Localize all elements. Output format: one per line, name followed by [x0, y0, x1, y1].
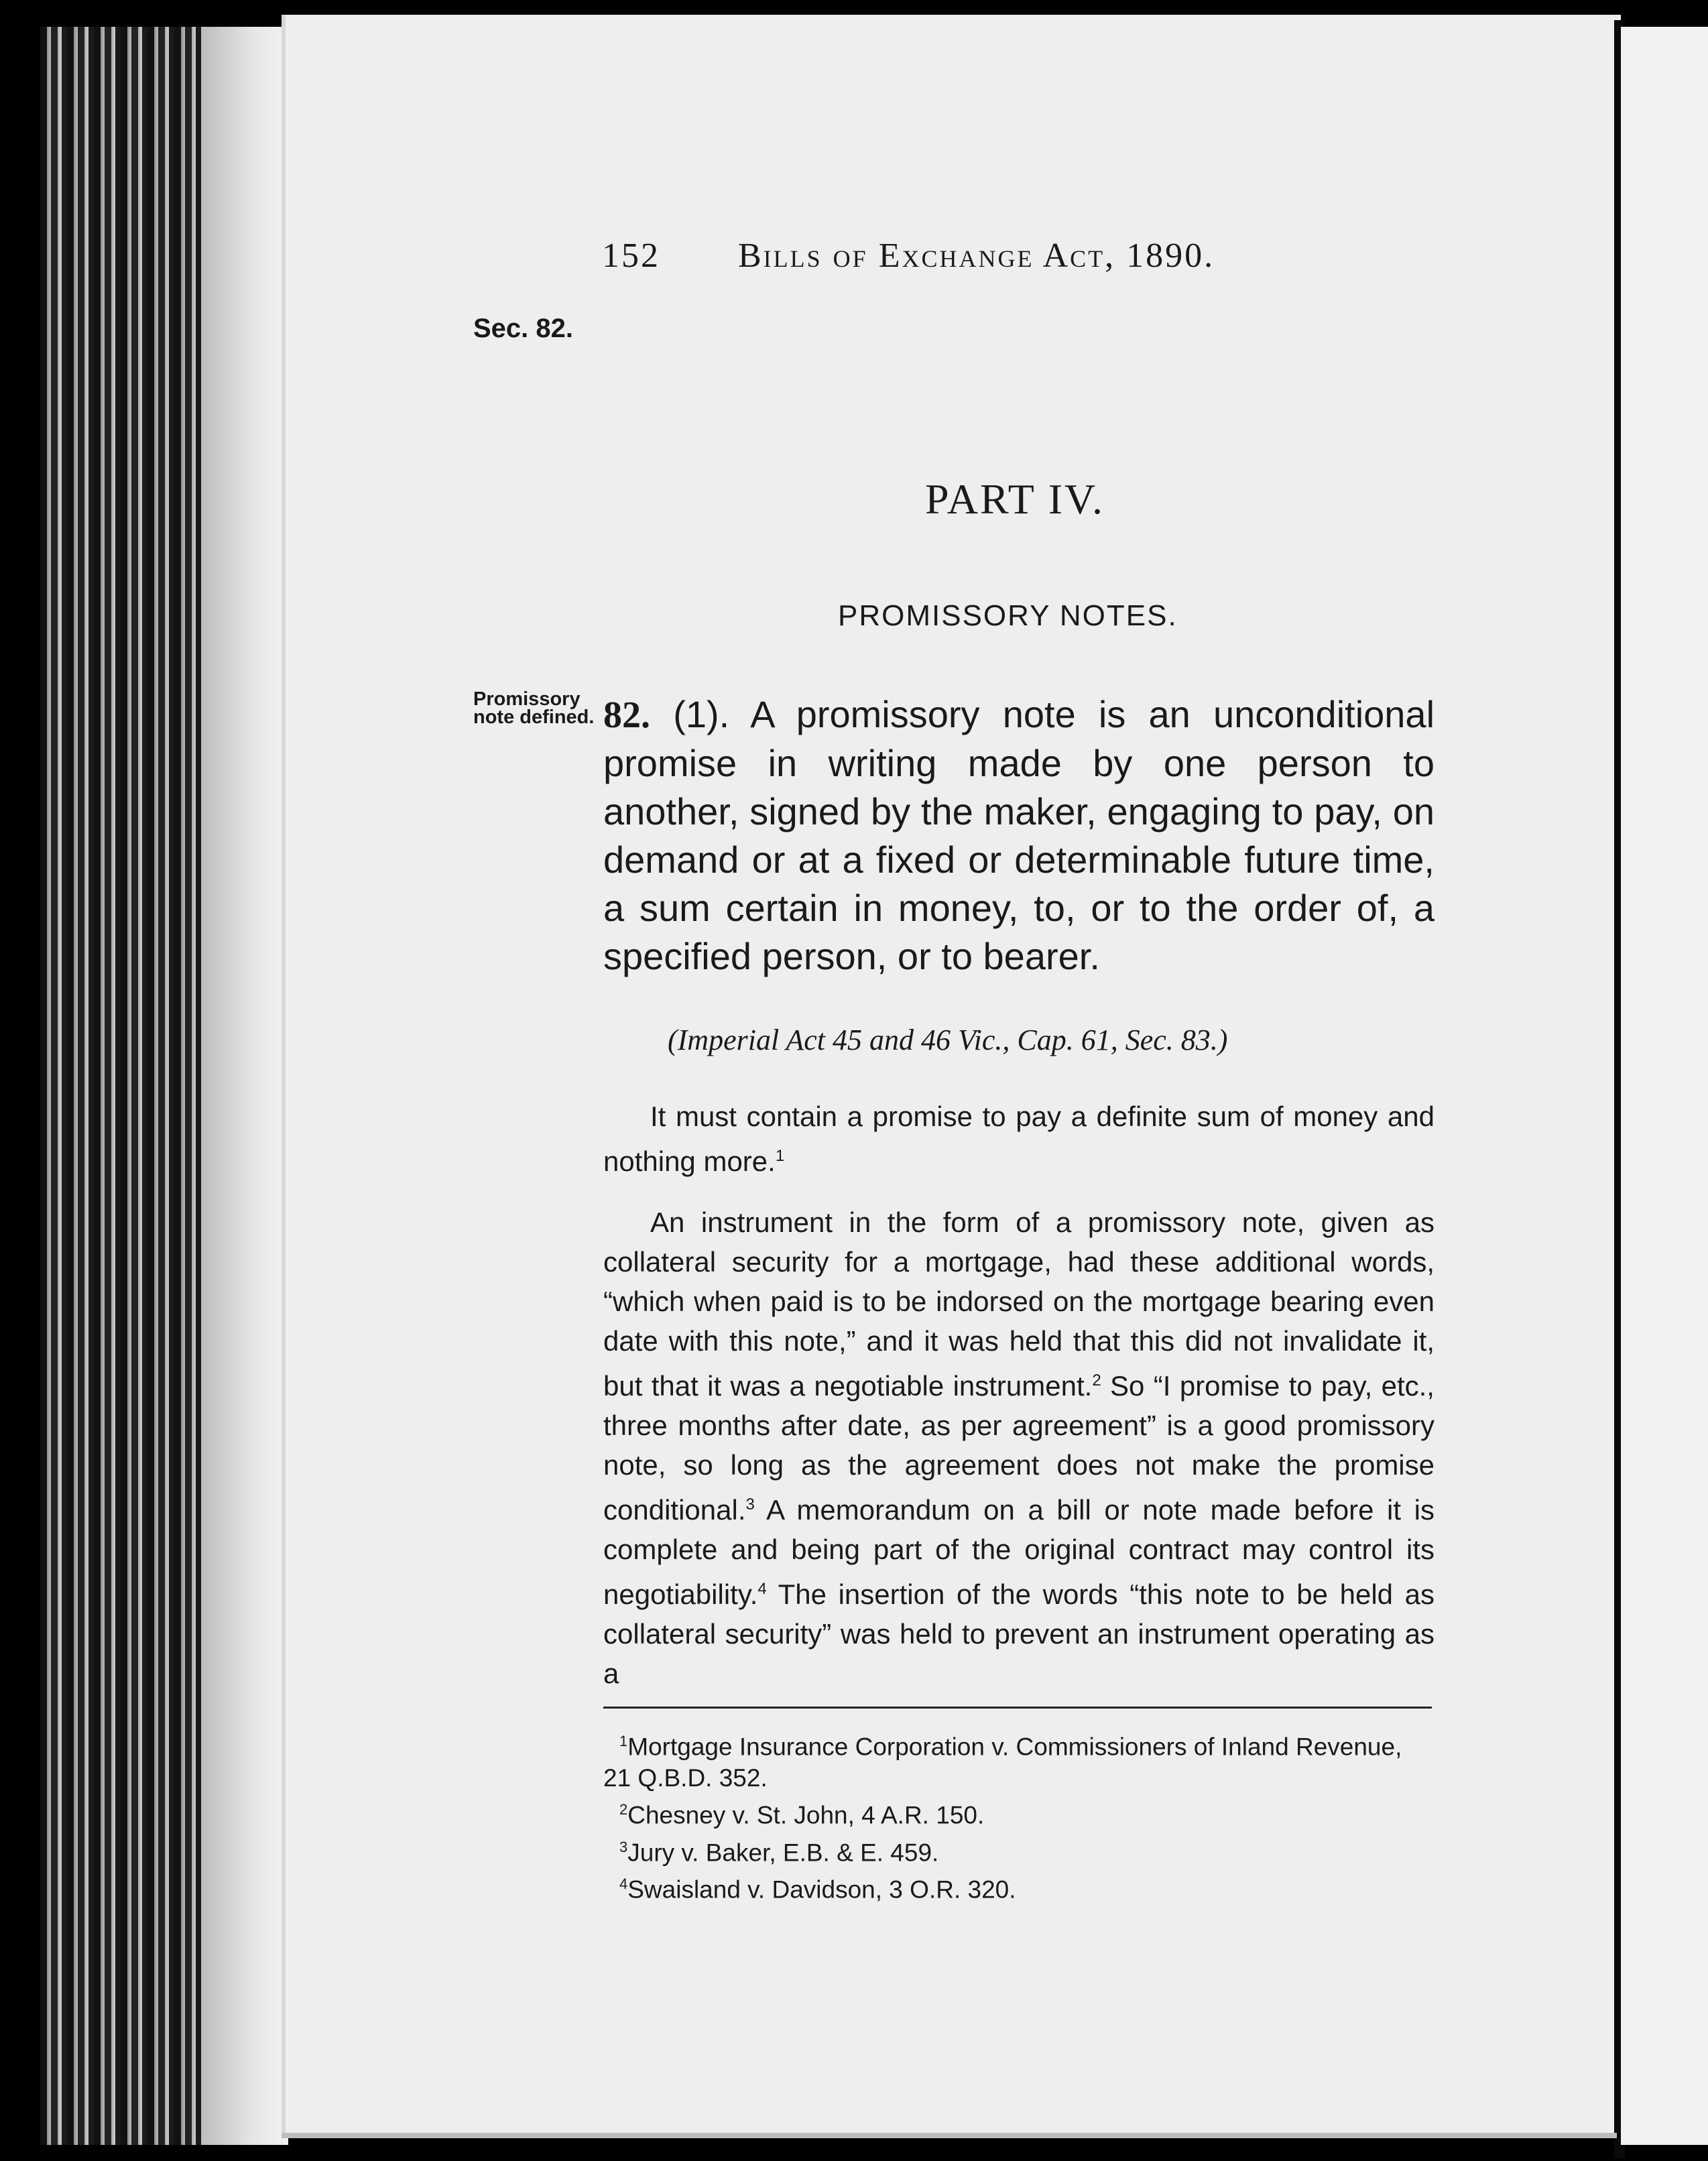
page-number: 152 [602, 237, 660, 275]
footnote-ref-3: 3 [745, 1495, 755, 1514]
footnote-item [603, 1831, 1432, 1868]
statute-body: A promissory note is an unconditional promise in writing made by one person to another, signed by the maker, engaging to pay, on demand or at a fixed or determinable future time, a sum certain in money, to, or to the order of, a specified person, or to bearer. [603, 693, 1435, 977]
statute-subsection: (1). [673, 693, 730, 735]
paragraph-2-part3: A memorandum on a bill or note made before it is complete and being part of the original contract may control its negotiability. [603, 1494, 1435, 1610]
statute-text [603, 690, 1435, 981]
paragraph-1-text: It must contain a promise to pay a definite sum of money and nothing more. [603, 1101, 1435, 1177]
footnote-marker: 1 [619, 1733, 628, 1749]
footnote-marker: 4 [619, 1875, 628, 1892]
running-head [602, 236, 1339, 275]
footnote-text: Chesney v. St. John, 4 A.R. 150. [627, 1801, 985, 1829]
footnote-marker: 2 [619, 1801, 628, 1818]
footnote-ref-2: 2 [1092, 1371, 1101, 1390]
footnote-item [603, 1725, 1432, 1794]
margin-note: Promissory note defined. [473, 688, 595, 728]
footnote-text: Swaisland v. Davidson, 3 O.R. 320. [627, 1875, 1016, 1904]
footnote-marker: 3 [619, 1838, 628, 1855]
book-page-edges-inner [201, 27, 288, 2145]
footnote-item [603, 1794, 1432, 1831]
citation: (Imperial Act 45 and 46 Vic., Cap. 61, Sec. 83.) [668, 1024, 1228, 1056]
statute-number: 82. [603, 694, 650, 736]
footnotes [603, 1725, 1432, 1905]
section-heading: PROMISSORY NOTES. [838, 599, 1178, 632]
running-head-title: Bills of Exchange Act, 1890. [738, 237, 1215, 275]
paragraph-1 [603, 1097, 1435, 1181]
footnote-text: Mortgage Insurance Corporation v. Commissioners of Inland Revenue, 21 Q.B.D. 352. [603, 1733, 1402, 1792]
paragraph-2 [603, 1202, 1435, 1693]
footnote-ref-1: 1 [775, 1147, 785, 1165]
footnote-divider [603, 1707, 1432, 1709]
part-title: PART IV. [925, 475, 1105, 523]
paragraph-2-part1: An instrument in the form of a promissory note, given as collateral security for a mortgage, had these additional words, “which when paid is to be indorsed on the mortgage bearing even date with this note,” and it was held that this did not invalidate it, but that it was a negotiable instrument. [603, 1207, 1435, 1402]
paragraph-2-part4: The insertion of the words “this note to be held as collateral security” was held to prevent an instrument operating as a [603, 1579, 1435, 1689]
page-bottom-edge [282, 2133, 1617, 2138]
next-page-sliver [1621, 27, 1708, 2145]
section-label: Sec. 82. [473, 314, 574, 343]
footnote-text: Jury v. Baker, E.B. & E. 459. [627, 1838, 939, 1866]
paragraph-2-part2: So “I promise to pay, etc., three months after date, as per agreement” is a good promissory note, so long as the agreement does not make the promise conditional. [603, 1370, 1435, 1526]
footnote-item [603, 1868, 1432, 1905]
footnote-ref-4: 4 [757, 1580, 767, 1598]
